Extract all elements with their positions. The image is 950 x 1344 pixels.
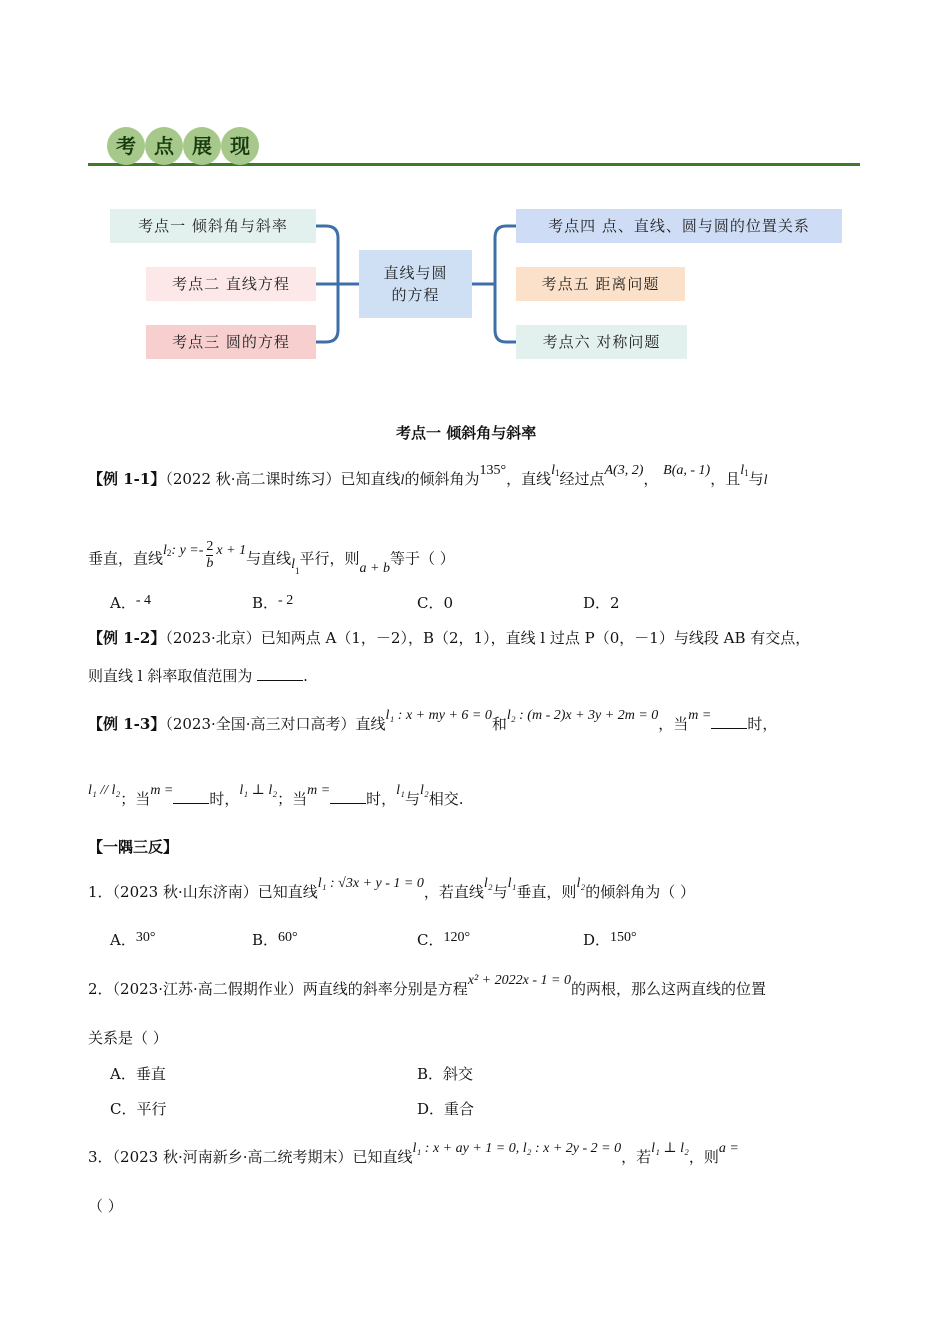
option-value: 2 [610, 594, 620, 612]
question-1 [88, 876, 695, 902]
example-label: 【例 1-1】 [88, 470, 166, 488]
math-perpendicular: l₁ ⊥ l₂ [239, 783, 278, 798]
option-d[interactable] [583, 592, 620, 613]
text: ， [643, 470, 659, 488]
option-value: 平行 [136, 1100, 167, 1118]
math-l1: l [551, 463, 555, 478]
option-c[interactable] [110, 1098, 167, 1119]
math-sub: 1 [294, 565, 300, 576]
math-l2: l [163, 542, 167, 558]
option-a[interactable] [110, 929, 155, 950]
option-value: 120° [443, 930, 471, 945]
option-key: B． [252, 594, 279, 612]
text: ，若直线 [423, 883, 484, 901]
text: ；当 [120, 790, 151, 808]
option-value: 150° [610, 930, 637, 945]
option-b[interactable] [252, 592, 293, 613]
answer-blank[interactable] [330, 789, 366, 804]
text: 与 [404, 790, 420, 808]
math-sub: 1 [554, 468, 560, 478]
example-1-2-line-1 [88, 627, 810, 648]
text: 2．（2023·江苏·高二假期作业）两直线的斜率分别是方程 [88, 980, 468, 998]
option-key: C． [110, 1100, 137, 1118]
text: 与 [492, 883, 508, 901]
math-l1: l [740, 463, 745, 478]
example-1-2-line-2 [88, 665, 308, 686]
math-a: a = [718, 1141, 739, 1156]
answer-blank[interactable] [257, 666, 303, 681]
text: 与直线 [246, 549, 292, 568]
math-eq: l₁ : √3x + y - 1 = 0 [317, 876, 424, 891]
text: （2023·北京）已知两点 A（1，－2），B（2，1），直线 l 过点 P（0，－1）与线段 AB 有交点， [165, 629, 811, 647]
fraction-numerator: 2 [206, 539, 214, 554]
banner-char-4: 现 [221, 127, 259, 165]
mindmap-topic-2[interactable]: 考点二 直线方程 [146, 267, 316, 301]
option-value: 斜交 [443, 1065, 474, 1083]
text: 与 [748, 470, 764, 488]
answer-blank[interactable] [173, 789, 209, 804]
option-value: - 4 [135, 593, 152, 608]
example-1-1-line-1 [88, 463, 768, 490]
example-1-1-line-2 [88, 539, 455, 576]
text: ，则 [688, 1148, 719, 1166]
option-a[interactable] [110, 1063, 166, 1084]
text: ，直线 [506, 470, 552, 488]
question-2-line-2: 关系是（ ） [88, 1029, 168, 1047]
text: 时， [747, 715, 778, 733]
option-key: B． [252, 931, 279, 949]
text: 时， [366, 790, 397, 808]
option-value: - 2 [278, 593, 294, 608]
math-sub: 2 [166, 547, 172, 558]
math-eq: : y =- [171, 542, 204, 558]
option-a[interactable] [110, 592, 151, 613]
option-b[interactable] [417, 1063, 473, 1084]
question-2-line-1 [88, 973, 766, 999]
text: 等于（ ） [389, 549, 455, 568]
section-title: 考点一 倾斜角与斜率 [396, 424, 537, 442]
math-eq: l₁ : x + ay + 1 = 0, l₂ : x + 2y - 2 = 0 [412, 1141, 622, 1156]
option-c[interactable] [417, 929, 470, 950]
option-key: B． [417, 1065, 444, 1083]
mindmap-connectors [0, 0, 950, 400]
banner-char-3: 展 [183, 127, 221, 165]
text: ，若 [621, 1148, 652, 1166]
option-key: A． [110, 1065, 136, 1083]
option-d[interactable] [583, 929, 637, 950]
math-eq-l1: l₁ : x + my + 6 = 0 [385, 708, 492, 723]
text: 3．（2023 秋·河南新乡·高二统考期末）已知直线 [88, 1148, 413, 1166]
math-m: m = [307, 783, 331, 798]
text: 的倾斜角为 [404, 470, 480, 488]
math-l: l [763, 473, 768, 488]
mindmap-center [359, 250, 472, 318]
answer-blank[interactable] [711, 714, 747, 729]
text: 垂直，则 [516, 883, 577, 901]
text: 和 [491, 715, 507, 733]
text: ，当 [658, 715, 689, 733]
option-value: 60° [278, 930, 298, 945]
option-value: 重合 [444, 1100, 475, 1118]
math-eq: x² + 2022x - 1 = 0 [467, 973, 571, 988]
math-angle: 135° [479, 463, 507, 478]
option-b[interactable] [252, 929, 298, 950]
option-value: 30° [135, 930, 156, 945]
math-perpendicular: l₁ ⊥ l₂ [651, 1141, 689, 1156]
example-1-3-line-1 [88, 708, 778, 734]
option-key: C． [417, 931, 444, 949]
option-key: D． [417, 1100, 445, 1118]
text: （2023·全国·高三对口高考）直线 [165, 715, 386, 733]
mindmap-center-line-1: 直线与圆 [383, 264, 448, 282]
question-3-line-2: （ ） [88, 1197, 123, 1215]
text: 的两根，那么这两直线的位置 [570, 980, 766, 998]
math-l1: l [291, 556, 295, 572]
text: 相交. [428, 790, 464, 808]
math-m: m = [150, 783, 174, 798]
math-l2: l₂ [483, 876, 493, 891]
example-1-3-line-2 [88, 783, 464, 809]
math-m: m = [688, 708, 712, 723]
fraction-denominator: b [206, 556, 214, 571]
option-value: 垂直 [135, 1065, 166, 1083]
option-key: D． [583, 594, 611, 612]
math-l1: l₁ [507, 876, 517, 891]
mindmap-topic-1[interactable]: 考点一 倾斜角与斜率 [110, 209, 316, 243]
example-source: （2022 秋·高二课时练习）已知直线 [165, 470, 401, 488]
option-key: A． [110, 594, 136, 612]
math-eq-l2: l₂ : (m - 2)x + 3y + 2m = 0 [506, 708, 659, 723]
mindmap-center-line-2: 的方程 [391, 286, 440, 304]
math-fraction [206, 539, 213, 572]
option-key: C． [417, 594, 444, 612]
math-parallel: l₁ // l₂ [88, 783, 121, 798]
mindmap-topic-4[interactable]: 考点四 点、直线、圆与圆的位置关系 [516, 209, 842, 243]
math-sum: a + b [359, 560, 390, 576]
mindmap-topic-5[interactable]: 考点五 距离问题 [516, 267, 685, 301]
banner-char-1: 考 [107, 127, 145, 165]
math-l2: l₂ [419, 783, 429, 798]
math-point-b: B(a, - 1) [663, 463, 711, 478]
example-label: 【例 1-2】 [88, 629, 166, 647]
option-key: A． [110, 931, 136, 949]
text: 则直线 l 斜率取值范围为 [88, 667, 258, 685]
mindmap-topic-6[interactable]: 考点六 对称问题 [516, 325, 687, 359]
text: . [303, 667, 308, 685]
math-point-a: A(3, 2) [604, 463, 644, 478]
text: 时， [209, 790, 240, 808]
text: ；当 [277, 790, 308, 808]
text: 垂直，直线 [88, 549, 164, 568]
math-l2: l₂ [576, 876, 586, 891]
question-3-line-1 [88, 1141, 739, 1167]
text: 平行，则 [299, 549, 360, 568]
math-sub: 1 [744, 468, 749, 478]
math-l: l [400, 473, 405, 488]
text: 的倾斜角为（ ） [585, 883, 695, 901]
text: 1．（2023 秋·山东济南）已知直线 [88, 883, 318, 901]
option-d[interactable] [417, 1098, 474, 1119]
banner-char-2: 点 [145, 127, 183, 165]
practice-heading: 【一隅三反】 [88, 838, 179, 856]
math-l1: l₁ [396, 783, 405, 798]
option-value: 0 [443, 594, 454, 612]
mindmap-topic-3[interactable]: 考点三 圆的方程 [146, 325, 316, 359]
text: ，且 [710, 470, 741, 488]
option-key: D． [583, 931, 611, 949]
text: 经过点 [559, 470, 605, 488]
math-eq: x + 1 [216, 542, 247, 558]
option-c[interactable] [417, 592, 453, 613]
example-label: 【例 1-3】 [88, 715, 166, 733]
